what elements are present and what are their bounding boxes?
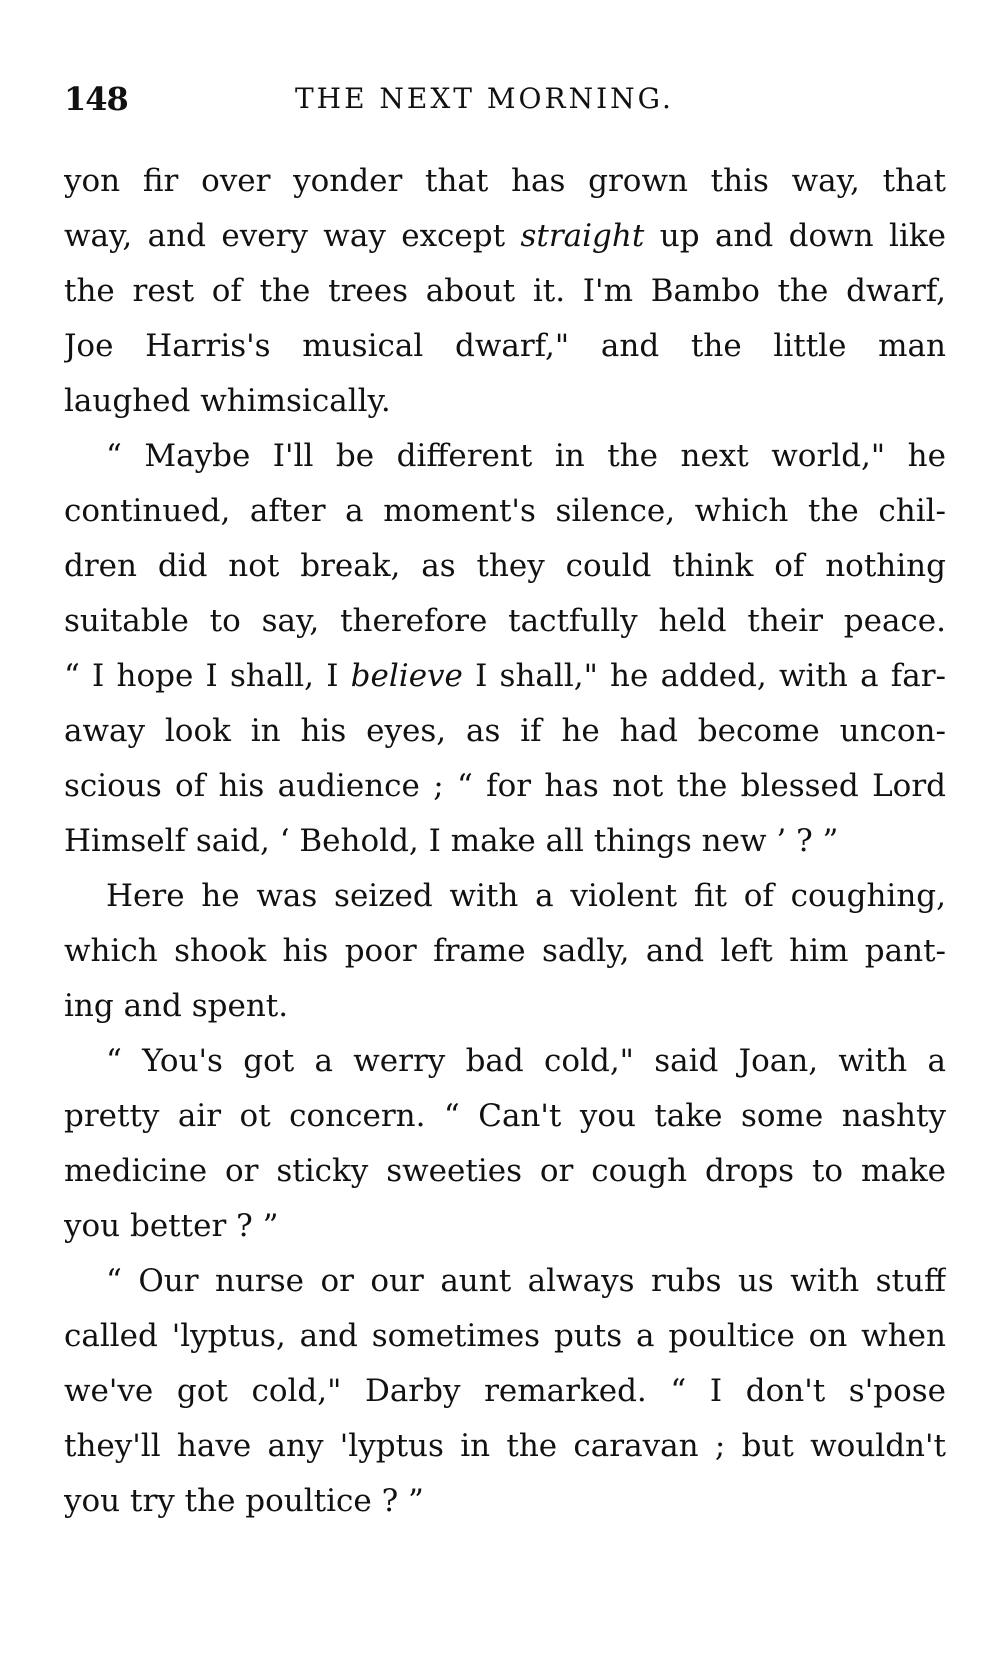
text-line: which shook his poor frame sadly, and left him pant- [64, 933, 946, 969]
text-line: dren did not break, as they could think of nothing [64, 548, 946, 584]
text-line: “ You's got a werry bad cold," said Joan, with a [106, 1043, 946, 1079]
text-line: “ Our nurse or our aunt always rubs us with stuff [106, 1263, 946, 1299]
italic-word: straight [520, 218, 645, 254]
page-header [64, 80, 946, 130]
text-line: Himself said, ‘ Behold, I make all things new ’ ? ” [64, 823, 839, 859]
text-line: “ Maybe I'll be different in the next world," he [106, 438, 946, 474]
page-number: 148 [64, 80, 128, 118]
text-line: pretty air ot concern. “ Can't you take some nashty [64, 1098, 946, 1134]
text-line: suitable to say, therefore tactfully held their peace. [64, 603, 946, 639]
text-line: you try the poultice ? ” [64, 1483, 424, 1519]
text-line: Here he was seized with a violent fit of coughing, [106, 878, 946, 914]
running-title: THE NEXT MORNING. [295, 82, 674, 115]
text-line: the rest of the trees about it. I'm Bambo the dwarf, [64, 273, 946, 309]
text-line: Joe Harris's musical dwarf," and the little man [64, 328, 946, 364]
text-line: yon fir over yonder that has grown this way, that [64, 163, 946, 199]
text-line: we've got cold," Darby remarked. “ I don't s'pose [64, 1373, 946, 1409]
text-line: you better ? ” [64, 1208, 279, 1244]
text-line: “ I hope I shall, I believe I shall," he added, with a far- [64, 658, 946, 694]
text-line: away look in his eyes, as if he had become uncon- [64, 713, 946, 749]
text-line: continued, after a moment's silence, which the chil- [64, 493, 946, 529]
text-line: called 'lyptus, and sometimes puts a poultice on when [64, 1318, 946, 1354]
text-line: way, and every way except straight up and down like [64, 218, 946, 254]
body-text [64, 154, 946, 1529]
text-line: laughed whimsically. [64, 383, 391, 419]
text-line: they'll have any 'lyptus in the caravan ; but wouldn't [64, 1428, 946, 1464]
italic-word: believe [350, 658, 463, 694]
text-line: medicine or sticky sweeties or cough drops to make [64, 1153, 946, 1189]
text-line: scious of his audience ; “ for has not the blessed Lord [64, 768, 946, 804]
text-line: ing and spent. [64, 988, 289, 1024]
